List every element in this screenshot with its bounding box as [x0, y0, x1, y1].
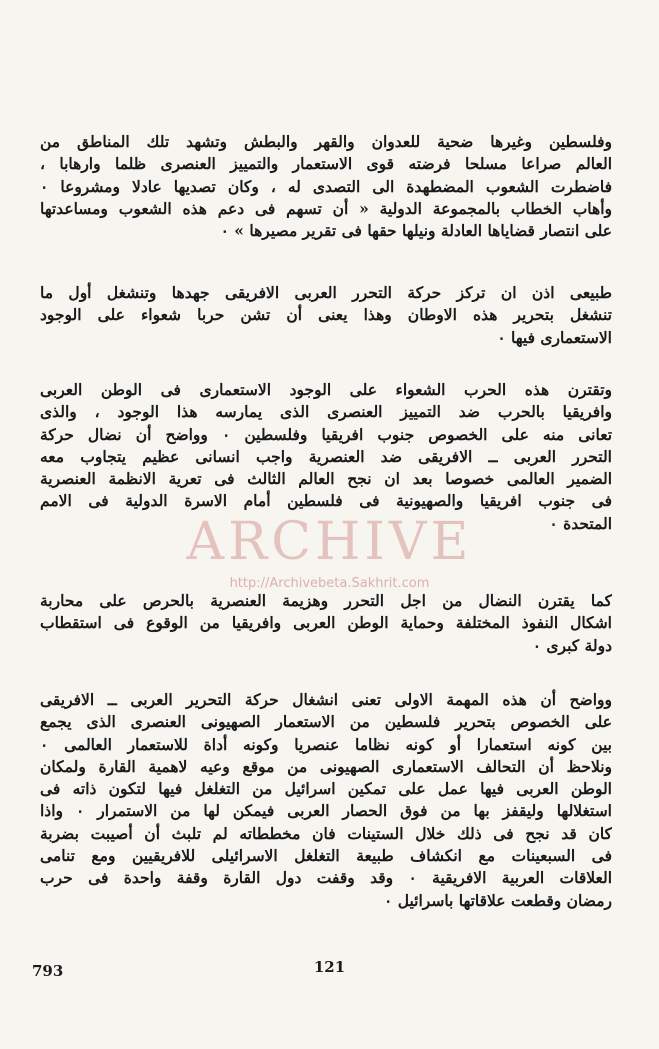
text-line: دولة كبرى ٠: [532, 635, 612, 655]
text-line: استغلالها وليقفز بها من فوق الحصار العربى فيمكن لها من الاستمرار ٠ واذا: [40, 801, 612, 821]
text-line: على الخصوص بتحرير فلسطين من الاستعمار الصهيونى العنصرى الذى يجمع: [40, 712, 612, 732]
text-line: ونلاحظ أن التحالف الاستعمارى الصهيونى من موقع وعيه لاهمية القارة ولمكان: [40, 756, 612, 776]
text-line: فاضطرت الشعوب المضطهدة الى التصدى له ، وكان تصديها عادلا ومشروعا ٠: [40, 176, 612, 196]
text-line: وفلسطين وغيرها ضحية للعدوان والقهر والبطش وتشهد تلك المناطق من: [40, 132, 612, 151]
text-line: وافريقيا بالحرب ضد التمييز العنصرى الذى يمارسه هذا الوجود ، والذى: [40, 402, 612, 422]
text-line: بين كونه استعمارا أو كونه نظاما عنصريا وكونه أداة للاستعمار العالمى ٠: [40, 734, 612, 754]
text-line: تعانى منه على الخصوص جنوب افريقيا وفلسطين ٠ وواضح أن نضال حركة: [40, 424, 612, 444]
archive-number: 793: [32, 962, 64, 980]
text-line: رمضان وقطعت علاقاتها باسرائيل ٠: [384, 890, 612, 910]
archive-watermark-url: http://Archivebeta.Sakhrit.com: [229, 576, 430, 591]
text-line: العالم صراعا مسلحا فرضته قوى الاستعمار والتمييز العنصرى ظلما وارهابا ،: [40, 154, 612, 174]
text-line: المتحدة ٠: [549, 513, 612, 533]
text-line: الوطن العربى فيها عمل على تمكين اسرائيل من التغلغل فيها لتكون ذاته فى: [40, 779, 612, 799]
paragraph-4: [40, 590, 612, 657]
text-line: فى جنوب افريقيا والصهيونية فى فلسطين أمام الاسرة الدولية فى الامم: [40, 491, 612, 511]
text-line: العلاقات العربية الافريقية ٠ وقد وقفت دول القارة وقفة واحدة فى حرب: [40, 868, 612, 888]
archive-watermark: ARCHIVE: [186, 512, 473, 572]
text-line: كما يقترن النضال من اجل التحرر وهزيمة العنصرية بالحرص على محاربة: [40, 591, 612, 610]
paragraph-2: [40, 282, 612, 349]
text-line: طبيعى اذن ان تركز حركة التحرر العربى الافريقى جهدها وتنشغل أول ما: [40, 283, 612, 302]
text-line: وواضح أن هذه المهمة الاولى تعنى انشغال حركة التحرير العربى ــ الافريقى: [40, 690, 612, 709]
text-line: على انتصار قضاياها العادلة ونيلها حقها فى تقرير مصيرها » ٠: [220, 221, 612, 241]
text-line: التحرر العربى ــ الافريقى ضد العنصرية واجب انسانى عظيم يتجاوب معه: [40, 446, 612, 466]
paragraph-5: [40, 689, 612, 912]
text-line: فى السبعينات مع انكشاف طبيعة التغلغل الاسرائيلى للافريقيين ومع تنامى: [40, 846, 612, 866]
text-line: وتقترن هذه الحرب الشعواء على الوجود الاستعمارى فى الوطن العربى: [40, 380, 612, 399]
text-line: الضمير العالمى خصوصا بعد ان نجح العالم الثالث فى تعرية الانظمة العنصرية: [40, 469, 612, 489]
page-number: 121: [313, 958, 346, 976]
text-line: تنشغل بتحرير هذه الاوطان وهذا يعنى أن تشن حربا شعواء على الوجود: [40, 305, 612, 325]
paragraph-1: [40, 131, 612, 242]
text-line: الاستعمارى فيها ٠: [497, 327, 612, 347]
paragraph-3: [40, 379, 612, 535]
text-line: وأهاب الخطاب بالمجموعة الدولية « أن تسهم فى دعم هذه الشعوب ومساعدتها: [40, 198, 612, 218]
text-line: اشكال النفوذ المختلفة وحماية الوطن العربى وافريقيا من الوقوع فى استقطاب: [40, 613, 612, 633]
text-line: كان قد نجح فى ذلك خلال الستينات فان مخططاته لم تلبث أن أصيبت بضربة: [40, 823, 612, 843]
